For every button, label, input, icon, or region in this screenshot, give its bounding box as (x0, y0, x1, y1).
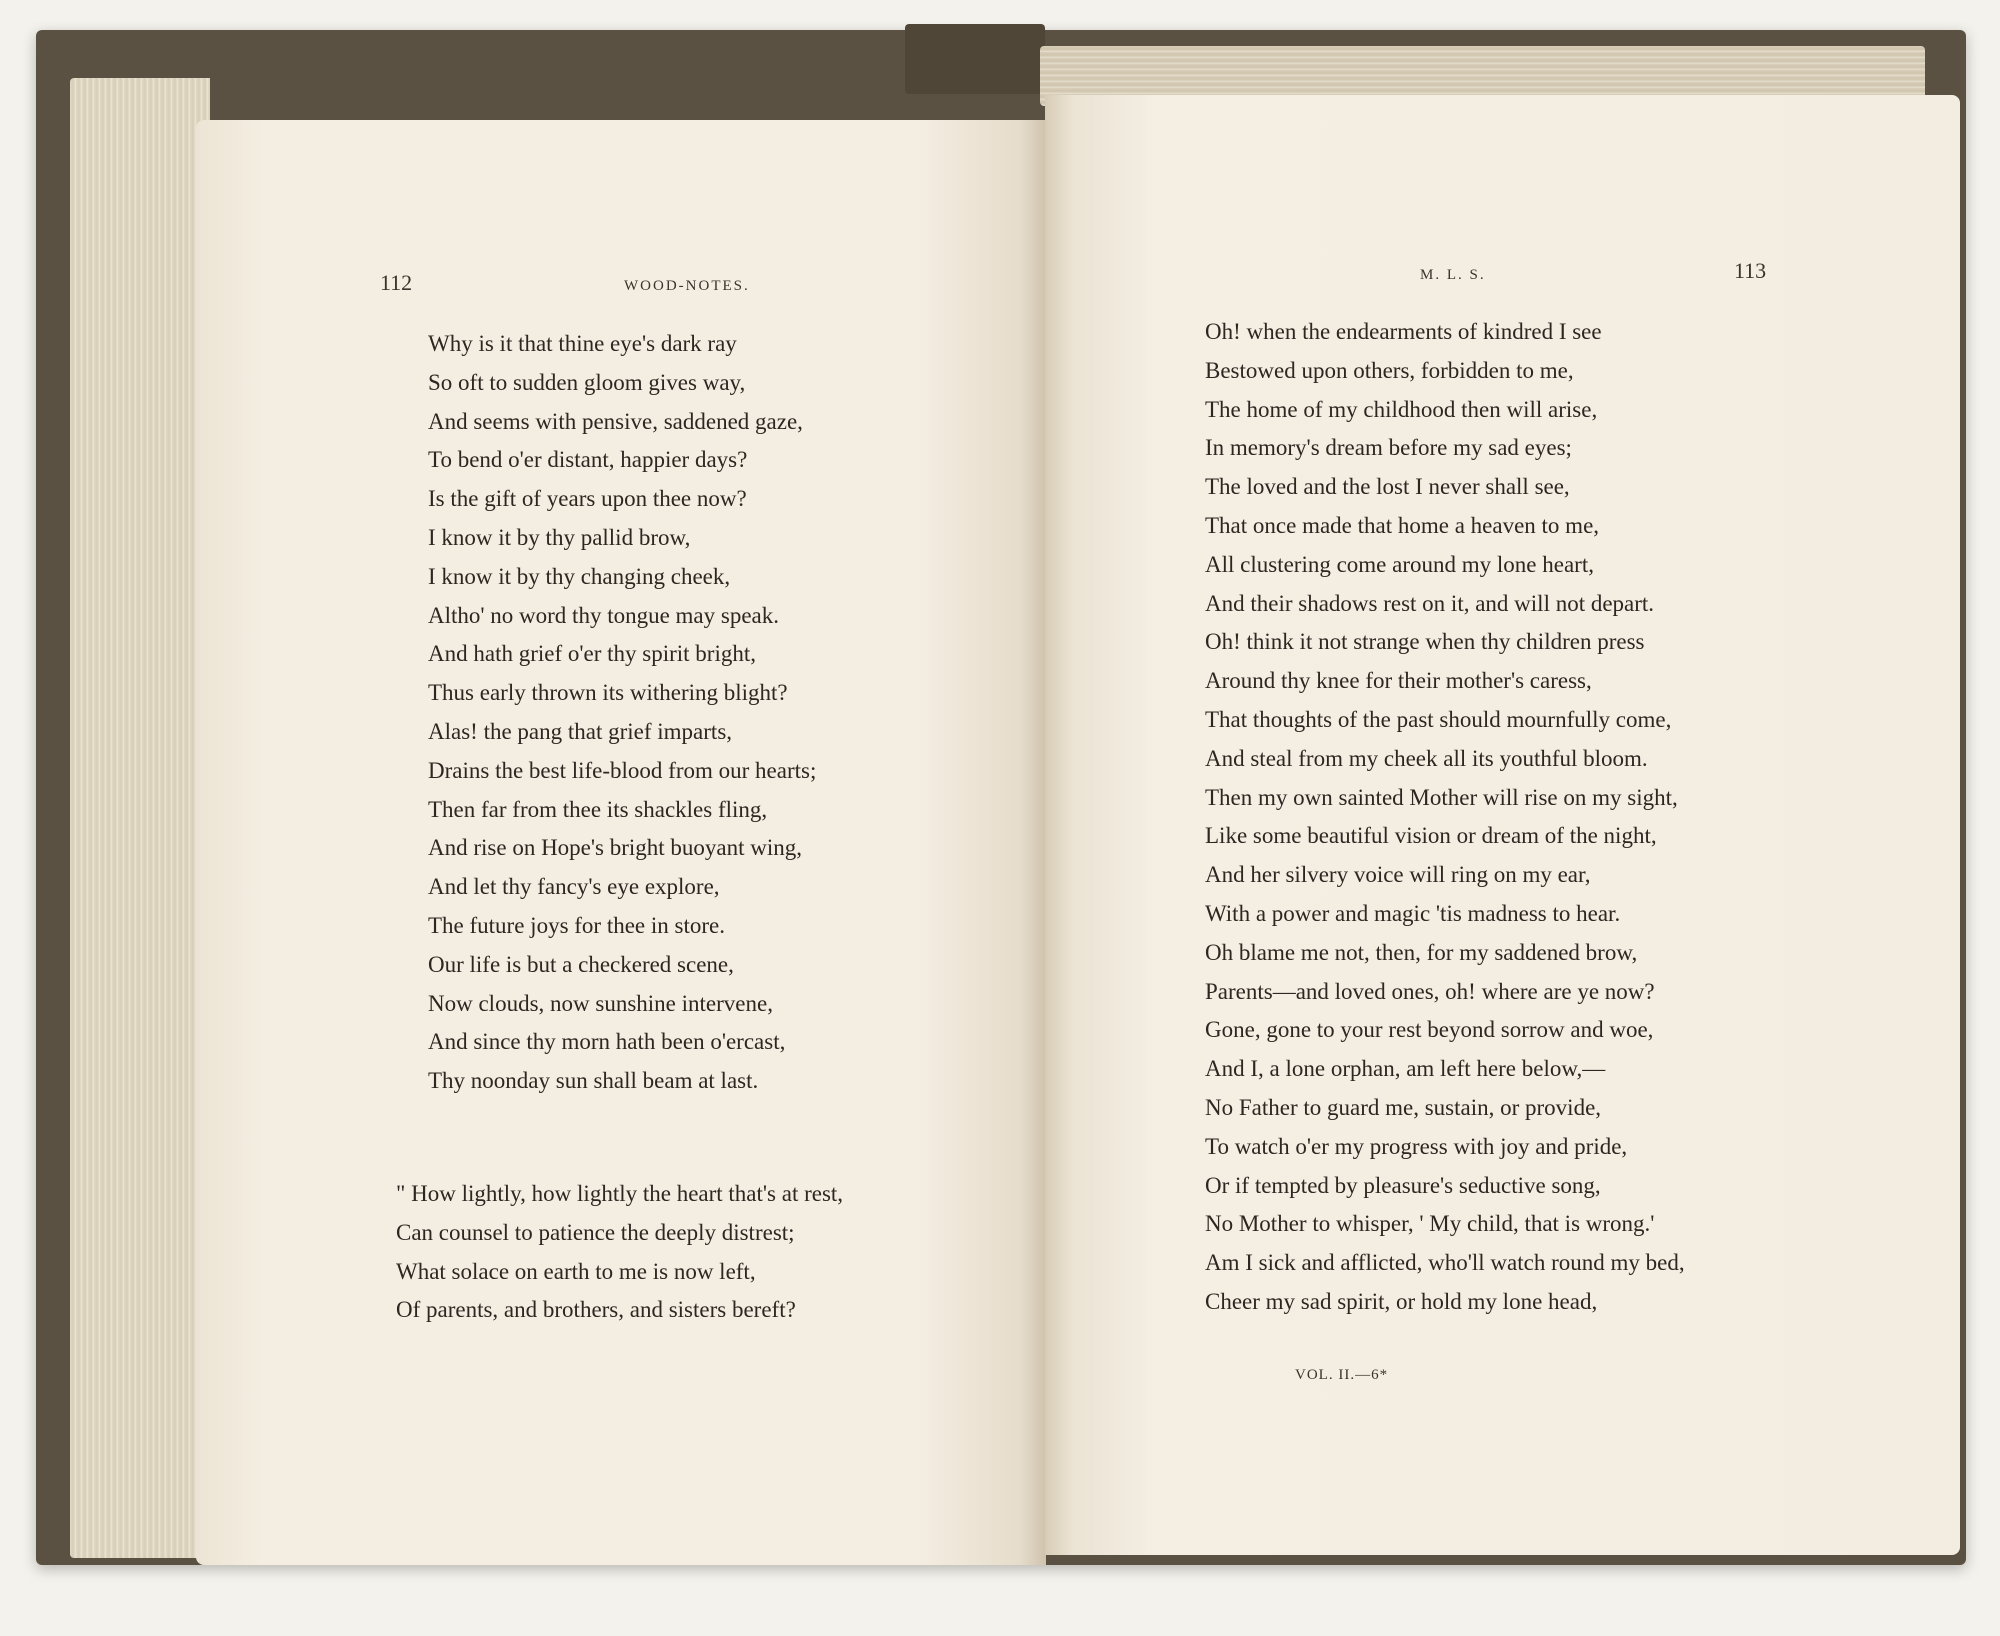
stanza-1 (428, 325, 816, 1101)
verse-line: And her silvery voice will ring on my ear, (1205, 862, 1591, 888)
verse-line: Then far from thee its shackles fling, (428, 796, 768, 822)
verse-line: Altho' no word thy tongue may speak. (428, 602, 780, 628)
verse-line: And rise on Hope's bright buoyant wing, (428, 835, 803, 861)
verse-line: And their shadows rest on it, and will not depart. (1205, 590, 1655, 616)
page-number-right: 113 (1734, 258, 1767, 283)
page-edges (70, 78, 210, 1558)
verse-line: Oh! when the endearments of kindred I see (1205, 319, 1602, 344)
verse-line: That once made that home a heaven to me, (1205, 512, 1600, 538)
verse-line: In memory's dream before my sad eyes; (1205, 435, 1572, 461)
verse-line: To bend o'er distant, happier days? (428, 447, 748, 473)
verse-line: Drains the best life-blood from our hearts; (428, 757, 817, 783)
book-spine (905, 24, 1045, 94)
verse-line: Our life is but a checkered scene, (428, 951, 734, 977)
verse-line: And seems with pensive, saddened gaze, (428, 408, 803, 434)
verse-line: The future joys for thee in store. (428, 912, 725, 938)
verse-line: Am I sick and afflicted, who'll watch round my bed, (1205, 1250, 1685, 1276)
verse-line: No Father to guard me, sustain, or provide, (1205, 1094, 1602, 1120)
right-page-verse (1205, 313, 1685, 1322)
verse-line: Oh blame me not, then, for my saddened brow, (1205, 939, 1638, 965)
verse-line: Thus early thrown its withering blight? (428, 680, 788, 706)
verse-line: Around thy knee for their mother's caress, (1205, 668, 1592, 694)
verse-line: And hath grief o'er thy spirit bright, (428, 641, 756, 667)
verse-line: And I, a lone orphan, am left here below,— (1205, 1056, 1606, 1082)
verse-line: And steal from my cheek all its youthful bloom. (1205, 745, 1648, 771)
right-page (1045, 95, 1960, 1555)
verse-line: And since thy morn hath been o'ercast, (428, 1029, 786, 1055)
verse-line: No Mother to whisper, ' My child, that is wrong.' (1205, 1211, 1655, 1237)
verse-line: The home of my childhood then will arise, (1205, 396, 1598, 422)
signature-mark: VOL. II.—6* (1295, 1367, 1389, 1383)
verse-line: With a power and magic 'tis madness to hear. (1205, 900, 1621, 926)
verse-line: " How lightly, how lightly the heart that's at rest, (396, 1181, 844, 1206)
verse-line: Of parents, and brothers, and sisters bereft? (396, 1297, 796, 1323)
verse-line: Then my own sainted Mother will rise on my sight, (1205, 784, 1678, 810)
verse-line: I know it by thy pallid brow, (428, 524, 691, 550)
stanza-2 (396, 1175, 843, 1330)
verse-line: Cheer my sad spirit, or hold my lone head, (1205, 1288, 1598, 1314)
verse-line: Like some beautiful vision or dream of the night, (1205, 823, 1657, 849)
page-number-left: 112 (380, 270, 413, 295)
verse-line: I know it by thy changing cheek, (428, 563, 731, 589)
verse-line: Oh! think it not strange when thy children press (1205, 629, 1645, 655)
verse-line: Why is it that thine eye's dark ray (428, 331, 737, 356)
verse-line: What solace on earth to me is now left, (396, 1258, 756, 1284)
verse-line: To watch o'er my progress with joy and pride, (1205, 1133, 1628, 1159)
running-head-right: M. L. S. (1420, 267, 1486, 283)
verse-line: So oft to sudden gloom gives way, (428, 369, 746, 395)
verse-line: Can counsel to patience the deeply distrest; (396, 1219, 795, 1245)
verse-line: And let thy fancy's eye explore, (428, 874, 720, 900)
verse-line: Gone, gone to your rest beyond sorrow and woe, (1205, 1017, 1654, 1043)
verse-line: Is the gift of years upon thee now? (428, 486, 747, 512)
verse-line: Or if tempted by pleasure's seductive song, (1205, 1172, 1601, 1198)
verse-line: All clustering come around my lone heart, (1205, 551, 1594, 577)
verse-line: The loved and the lost I never shall see, (1205, 474, 1570, 500)
verse-line: Thy noonday sun shall beam at last. (428, 1068, 759, 1094)
running-head-left: WOOD-NOTES. (624, 278, 750, 294)
verse-line: That thoughts of the past should mournfully come, (1205, 706, 1672, 732)
verse-line: Bestowed upon others, forbidden to me, (1205, 357, 1574, 383)
left-page (196, 120, 1046, 1565)
verse-line: Alas! the pang that grief imparts, (428, 718, 733, 744)
verse-line: Now clouds, now sunshine intervene, (428, 990, 773, 1016)
verse-line: Parents—and loved ones, oh! where are ye now? (1205, 978, 1655, 1004)
